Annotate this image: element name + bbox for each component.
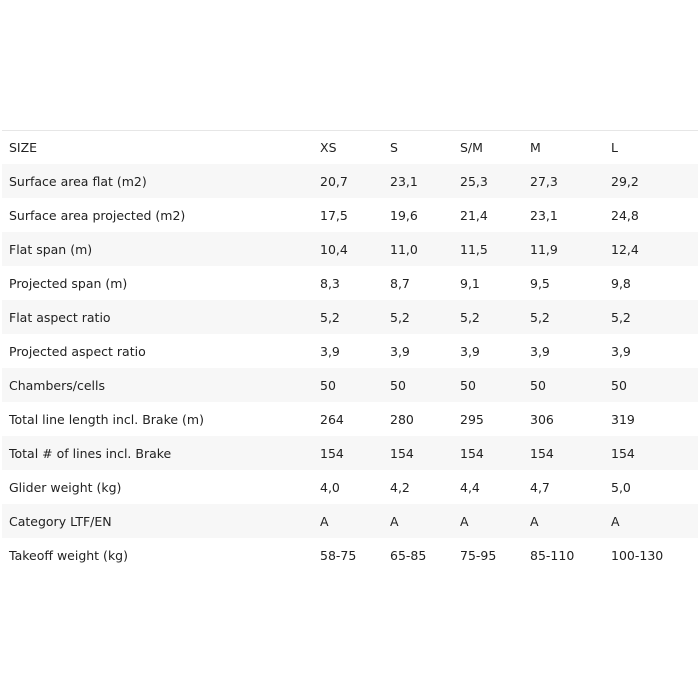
- value-cell: 5,2: [604, 300, 698, 334]
- value-cell: 50: [604, 368, 698, 402]
- value-cell: 21,4: [460, 207, 488, 223]
- value-cell: 8,3: [320, 275, 340, 291]
- table-row: [2, 164, 698, 198]
- value-cell: 50: [383, 368, 453, 402]
- value-cell: 154: [383, 436, 453, 470]
- value-cell: 3,9: [530, 343, 550, 359]
- value-cell: M: [530, 140, 541, 155]
- row-label-cell: Category LTF/EN: [2, 504, 313, 538]
- value-cell: 3,9: [390, 343, 410, 359]
- value-cell: 264: [320, 411, 344, 427]
- value-cell: 10,4: [313, 232, 383, 266]
- specs-table-body: [2, 131, 698, 572]
- value-cell: 11,9: [523, 232, 604, 266]
- row-label-cell: Projected span (m): [9, 275, 128, 291]
- value-cell: 29,2: [604, 164, 698, 198]
- value-cell: 4,0: [320, 479, 340, 495]
- row-label-cell: SIZE: [9, 140, 38, 155]
- value-cell: S: [390, 140, 398, 155]
- value-cell: 295: [460, 411, 484, 427]
- value-cell: 58-75: [320, 547, 357, 563]
- value-cell: 17,5: [320, 207, 348, 223]
- value-cell: 23,1: [383, 164, 453, 198]
- value-cell: S/M: [460, 140, 483, 155]
- value-cell: 27,3: [523, 164, 604, 198]
- value-cell: 4,4: [460, 479, 480, 495]
- value-cell: 20,7: [313, 164, 383, 198]
- value-cell: 306: [530, 411, 554, 427]
- value-cell: 5,2: [523, 300, 604, 334]
- value-cell: A: [453, 504, 523, 538]
- value-cell: 154: [523, 436, 604, 470]
- value-cell: 3,9: [611, 343, 631, 359]
- specs-table: [2, 131, 698, 572]
- table-row: [2, 368, 698, 402]
- value-cell: 5,2: [453, 300, 523, 334]
- value-cell: 319: [611, 411, 635, 427]
- value-cell: 4,2: [390, 479, 410, 495]
- value-cell: 12,4: [604, 232, 698, 266]
- value-cell: 154: [313, 436, 383, 470]
- table-row: [2, 232, 698, 266]
- value-cell: A: [604, 504, 698, 538]
- row-label-cell: Surface area flat (m2): [2, 164, 313, 198]
- row-label-cell: Total # of lines incl. Brake: [2, 436, 313, 470]
- value-cell: 5,0: [611, 479, 631, 495]
- value-cell: 5,2: [383, 300, 453, 334]
- row-label-cell: Surface area projected (m2): [9, 207, 186, 223]
- value-cell: 9,5: [530, 275, 550, 291]
- value-cell: A: [383, 504, 453, 538]
- table-row: [2, 470, 698, 504]
- table-row: [2, 538, 698, 572]
- table-row: [2, 266, 698, 300]
- value-cell: 50: [453, 368, 523, 402]
- row-label-cell: Flat span (m): [2, 232, 313, 266]
- value-cell: L: [611, 140, 618, 155]
- specs-table-container: [2, 130, 698, 572]
- value-cell: 3,9: [460, 343, 480, 359]
- value-cell: 5,2: [313, 300, 383, 334]
- row-label-cell: Total line length incl. Brake (m): [9, 411, 204, 427]
- value-cell: 100-130: [611, 547, 664, 563]
- value-cell: 65-85: [390, 547, 427, 563]
- value-cell: 50: [523, 368, 604, 402]
- value-cell: 4,7: [530, 479, 550, 495]
- table-header-row: [2, 131, 698, 164]
- table-row: [2, 402, 698, 436]
- value-cell: 85-110: [530, 547, 575, 563]
- row-label-cell: Projected aspect ratio: [9, 343, 146, 359]
- row-label-cell: Takeoff weight (kg): [9, 547, 128, 563]
- value-cell: 11,0: [383, 232, 453, 266]
- row-label-cell: Flat aspect ratio: [2, 300, 313, 334]
- value-cell: 280: [390, 411, 414, 427]
- row-label-cell: Glider weight (kg): [9, 479, 122, 495]
- value-cell: 9,8: [611, 275, 631, 291]
- value-cell: 11,5: [453, 232, 523, 266]
- value-cell: 25,3: [453, 164, 523, 198]
- value-cell: A: [313, 504, 383, 538]
- value-cell: 50: [313, 368, 383, 402]
- value-cell: 19,6: [390, 207, 418, 223]
- value-cell: 154: [604, 436, 698, 470]
- value-cell: 3,9: [320, 343, 340, 359]
- value-cell: 154: [453, 436, 523, 470]
- table-row: [2, 436, 698, 470]
- value-cell: 24,8: [611, 207, 639, 223]
- value-cell: A: [523, 504, 604, 538]
- value-cell: XS: [320, 140, 337, 155]
- table-row: [2, 334, 698, 368]
- value-cell: 8,7: [390, 275, 410, 291]
- row-label-cell: Chambers/cells: [2, 368, 313, 402]
- table-row: [2, 198, 698, 232]
- table-row: [2, 504, 698, 538]
- value-cell: 75-95: [460, 547, 497, 563]
- value-cell: 9,1: [460, 275, 480, 291]
- table-row: [2, 300, 698, 334]
- value-cell: 23,1: [530, 207, 558, 223]
